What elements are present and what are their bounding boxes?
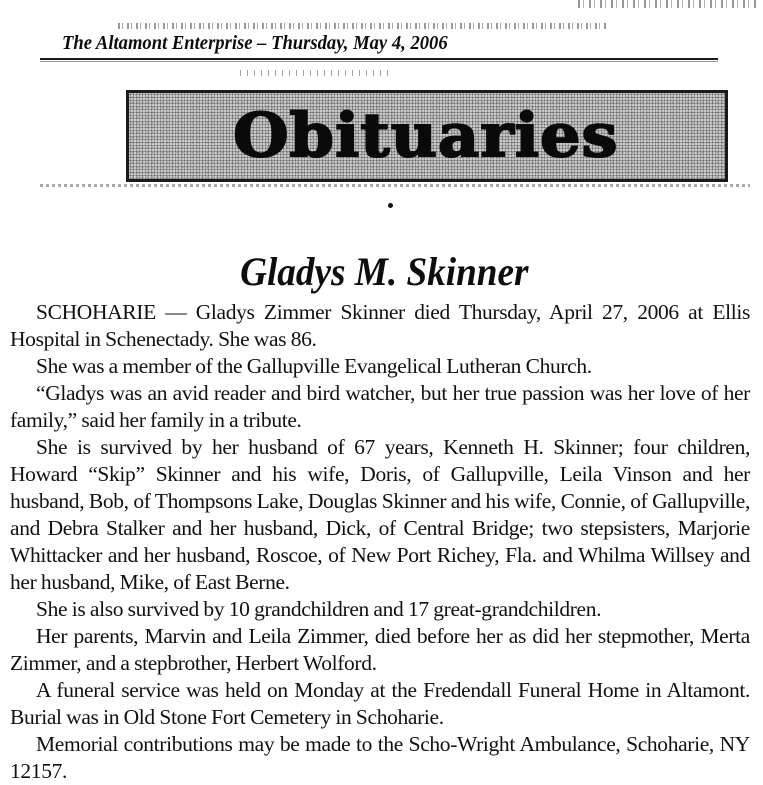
article-headline: Gladys M. Skinner (240, 249, 529, 294)
paragraph-church: She was a member of the Gallupville Evangelical Lutheran Church. (36, 354, 592, 378)
decorative-dot (388, 203, 393, 208)
paragraph-predeceased: Her parents, Marvin and Leila Zimmer, died before her as did her stepmother, Merta Zimmer, and a stepbrother, Herbert Wolford. (10, 624, 750, 675)
banner-rule (40, 184, 750, 187)
paragraph-funeral: A funeral service was held on Monday at the Fredendall Funeral Home in Altamont. Burial was in Old Stone Fort Cemetery in Schoharie. (10, 678, 750, 729)
article-body (10, 299, 750, 785)
paragraph-survivors: She is survived by her husband of 67 years, Kenneth H. Skinner; four children, Howard “Skip” Skinner and his wife, Doris, of Gallupville, Leila Vinson and her husband, Bob, of Thompsons Lake, Douglas Skinner and his wife, Connie, of Gallupville, and Debra Stalker and her husband, Dick, of Central Bridge; two stepsisters, Marjorie Whittacker and her husband, Roscoe, of New Port Richey, Fla. and Whilma Willsey and her husband, Mike, of East Berne. (10, 435, 750, 594)
newspaper-masthead: The Altamont Enterprise – Thursday, May 4, 2006 (62, 32, 448, 54)
paragraph-grandchildren: She is also survived by 10 grandchildren and 17 great-grandchildren. (36, 597, 602, 621)
section-banner (126, 90, 728, 182)
scan-artifact (578, 0, 758, 8)
masthead-rule (40, 58, 718, 60)
scan-artifact (118, 23, 608, 29)
paragraph-memorial: Memorial contributions may be made to the Scho-Wright Ambulance, Schoharie, NY 12157. (10, 732, 750, 783)
section-title: Obituaries (233, 101, 619, 171)
scan-artifact (240, 70, 390, 76)
paragraph-tribute: “Gladys was an avid reader and bird watcher, but her true passion was her love of her family,” said her family in a tribute. (10, 381, 750, 432)
masthead-rule-secondary (40, 61, 718, 62)
paragraph-intro: SCHOHARIE — Gladys Zimmer Skinner died Thursday, April 27, 2006 at Ellis Hospital in Schenectady. She was 86. (10, 300, 750, 351)
